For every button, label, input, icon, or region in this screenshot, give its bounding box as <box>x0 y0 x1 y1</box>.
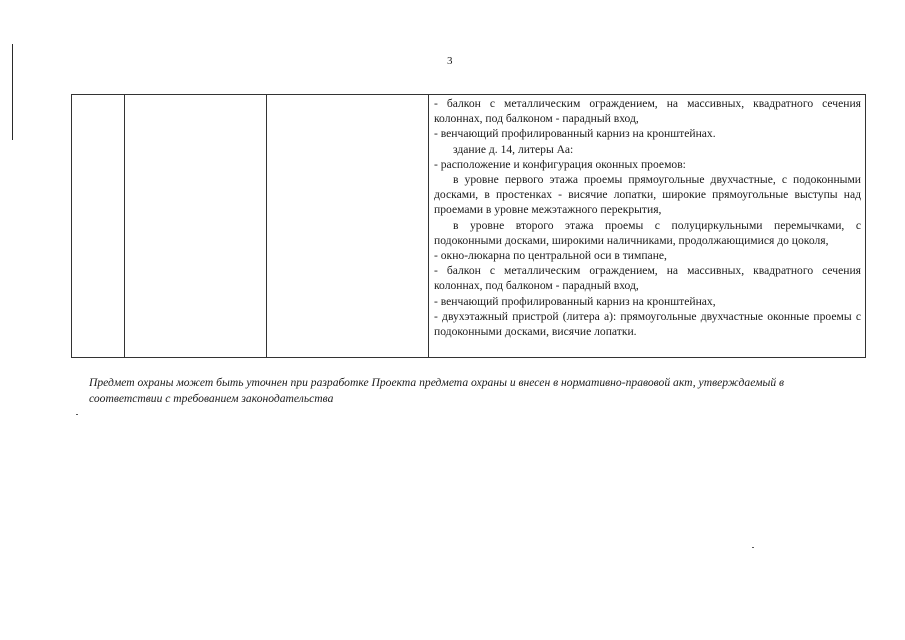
table-row <box>72 95 866 358</box>
table-cell-address <box>267 95 429 358</box>
margin-binding-line <box>12 44 13 140</box>
description-line: - двухэтажный пристрой (литера а): прямоугольные двухчастные оконные проемы с подоконными досками, висячие лопатки. <box>434 309 861 339</box>
description-line: - венчающий профилированный карниз на кронштейнах, <box>434 294 716 308</box>
table-cell-number <box>72 95 125 358</box>
description-line: - венчающий профилированный карниз на кронштейнах. <box>434 127 716 141</box>
scan-speck <box>76 414 78 415</box>
description-line: в уровне второго этажа проемы с полуциркульными перемычками, с подоконными досками, широкими наличниками, продолжающимися до цоколя, <box>434 218 861 247</box>
description-line: в уровне первого этажа проемы прямоугольные двухчастные, с подоконными досками, в простенках - висячие лопатки, широкие прямоугольные выступы над проемами в уровне межэтажного перекрытия, <box>434 173 861 217</box>
protection-subject-table <box>71 94 866 358</box>
description-line: - расположение и конфигурация оконных проемов: <box>434 157 686 171</box>
description-text <box>429 95 865 339</box>
table-cell-object <box>125 95 267 358</box>
description-line: - балкон с металлическим ограждением, на массивных, квадратного сечения колоннах, под балконом - парадный вход, <box>434 264 861 293</box>
description-line: здание д. 14, литеры Аа: <box>453 142 574 156</box>
page-number: 3 <box>447 55 453 67</box>
table-cell-description <box>429 95 866 358</box>
footnote: Предмет охраны может быть уточнен при разработке Проекта предмета охраны и внесен в нормативно-правовой акт, утверждаемый в соответствии с требованием законодательства <box>89 376 785 405</box>
scan-speck <box>752 547 754 548</box>
description-line: - окно-люкарна по центральной оси в тимпане, <box>434 249 667 263</box>
description-line: - балкон с металлическим ограждением, на массивных, квадратного сечения колоннах, под балконом - парадный вход, <box>434 97 861 126</box>
